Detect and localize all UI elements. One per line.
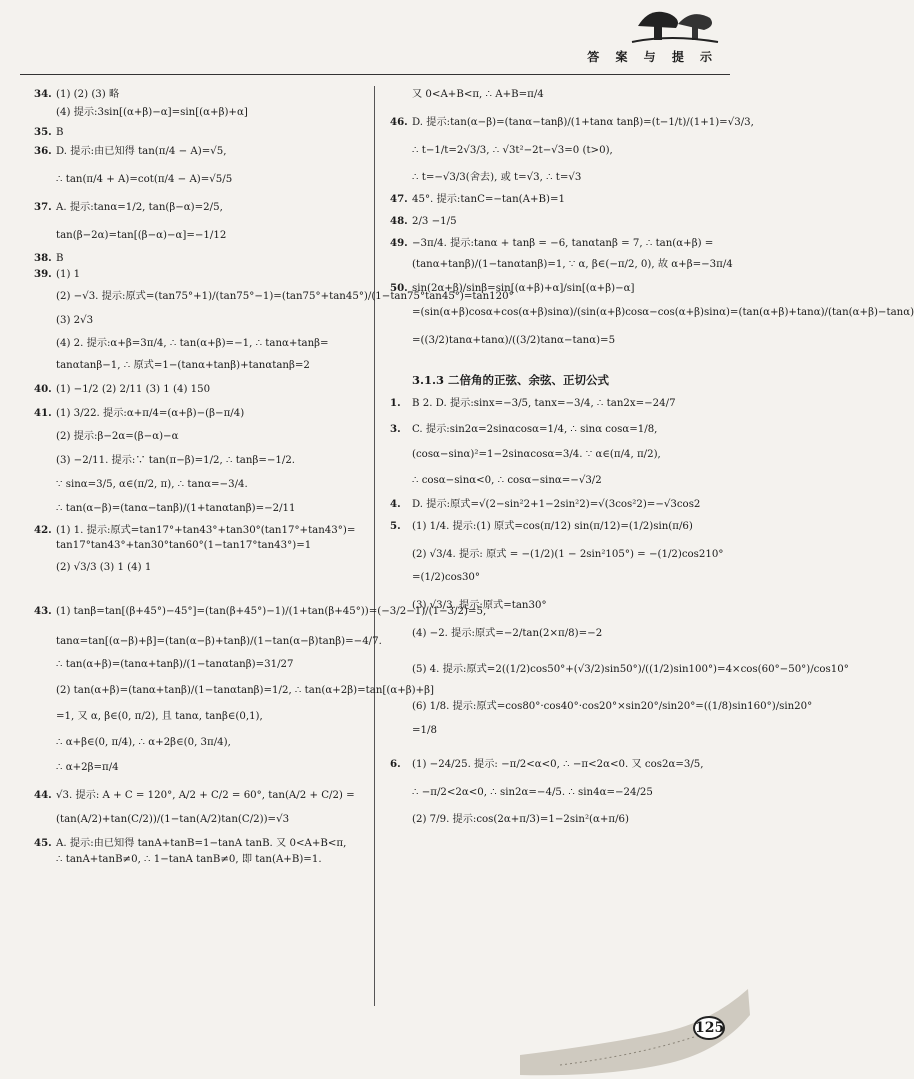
answer-text: (1) (2) (3) 略 [56,89,120,100]
answer-text: (4) 提示:3sin[(α+β)−α]=sin[(α+β)+α] [56,106,248,118]
mushroom-icon [630,4,720,44]
answer-line [34,454,364,468]
answer-text: D. 提示:tan(α−β)=(tanα−tanβ)/(1+tanα tanβ)=(t−1/t)/(1+1)=√3/3, [412,116,754,128]
answer-line [390,282,720,296]
answer-text: ∴ tanA+tanB≠0, ∴ 1−tanA tanB≠0, 即 tan(A+B)=1. [56,853,322,865]
answer-text: tanαtanβ−1, ∴ 原式=1−(tanα+tanβ)+tanαtanβ=2 [56,360,310,372]
column-divider [374,86,375,1006]
answer-line [390,306,914,320]
answer-text: D. 提示:原式=√(2−sin²2+1−2sin²2)=√(3cos²2)=−√3cos2 [412,499,701,510]
answer-line [390,88,720,102]
question-number: 6. [390,757,401,770]
answer-text: (3) 2√3 [56,314,94,326]
answer-text: ∴ tan(α−β)=(tanα−tanβ)/(1+tanαtanβ)=−2/11 [56,502,296,514]
answer-text: C. 提示:sin2α=2sinαcosα=1/4, ∴ sinα cosα=1/8, [412,423,658,435]
section-heading [390,373,720,389]
answer-text: (1) −1/2 (2) 2/11 (3) 1 (4) 150 [56,383,211,395]
answer-line [390,724,720,738]
header-rule [20,74,730,75]
answer-text: (1) 1/4. 提示:(1) 原式=cos(π/12) sin(π/12)=(1/2)sin(π/6) [412,520,693,532]
answer-line [34,407,364,421]
answer-line [34,478,364,492]
answer-text: ∴ tan(π/4 + A)=cot(π/4 − A)=√5/5 [56,174,233,186]
question-number: 37. [34,200,52,213]
answer-line [34,268,364,282]
answer-line [390,813,720,827]
header-title: 答 案 与 提 示 [587,50,718,64]
answer-line [390,663,849,677]
answer-text: ∵ sinα=3/5, α∈(π/2, π), ∴ tanα=−3/4. [56,479,248,491]
answer-line [34,290,514,304]
answer-text: =((3/2)tanα+tanα)/((3/2)tanα−tanα)=5 [412,334,616,346]
question-number: 36. [34,145,52,158]
answer-line [34,635,382,649]
answer-text: (2) √3/4. 提示: 原式 = −(1/2)(1 − 2sin²105°) = −(1/2)cos210° [412,548,724,560]
answer-text: ∴ t−1/t=2√3/3, ∴ √3t²−2t−√3=0 (t>0), [412,144,613,156]
answer-text: =(sin(α+β)cosα+cos(α+β)sinα)/(sin(α+β)cosα−cos(α+β)sinα)=(tan(α+β)+tanα)/(tan(α+β)−tanα) [412,306,914,318]
answer-text: =1/8 [412,725,437,737]
answer-line [34,684,435,698]
answer-line [34,106,364,120]
answer-line [34,252,364,266]
answer-text: (3) √3/3. 提示:原式=tan30° [412,600,547,612]
question-number: 47. [390,193,408,206]
answer-text: (1) 3/22. 提示:α+π/4=(α+β)−(β−π/4) [56,407,245,419]
answer-line [390,334,720,348]
answer-text: (cosα−sinα)²=1−2sinαcosα=3/4. ∵ α∈(π/4, π/2), [412,449,661,461]
answer-text: (2) 7/9. 提示:cos(2α+π/3)=1−2sin²(α+π/6) [412,814,630,826]
question-number: 44. [34,789,52,802]
answer-line [390,700,813,714]
answer-line [34,524,364,538]
answer-text: (tanα+tanβ)/(1−tanαtanβ)=1, ∵ α, β∈(−π/2, 0), 故 α+β=−3π/4 [412,259,733,271]
answer-line [34,173,364,187]
answer-line [34,539,364,553]
answer-text: B [56,126,64,138]
answer-text: (1) tanβ=tan[(β+45°)−45°]=(tan(β+45°)−1)/(1+tan(β+45°))=(−3/2−1)/(1−3/2)=5, [56,605,487,617]
page-header [20,40,730,80]
answer-line [390,171,720,185]
question-number: 45. [34,836,52,849]
answer-text: 又 0<A+B<π, ∴ A+B=π/4 [412,89,544,100]
answer-text: (4) 2. 提示:α+β=3π/4, ∴ tan(α+β)=−1, ∴ tanα+tanβ= [56,338,329,350]
question-number: 40. [34,382,52,395]
answer-line [34,126,364,140]
answer-line [390,423,720,437]
answer-line [34,383,364,397]
right-column [390,88,914,827]
answer-line [34,359,364,373]
answer-line [390,397,720,411]
answer-line [34,201,364,215]
answer-text: =(1/2)cos30° [412,572,481,584]
answer-text: (tan(A/2)+tan(C/2))/(1−tan(A/2)tan(C/2))=√3 [56,813,290,825]
answer-line [390,448,720,462]
answer-line [34,502,364,516]
answer-line [390,520,720,534]
answer-line [390,258,733,272]
answer-line [390,498,720,512]
answer-text: −3π/4. 提示:tanα + tanβ = −6, tanαtanβ = 7, ∴ tan(α+β) = [412,237,714,249]
answer-text: A. 提示:tanα=1/2, tan(β−α)=2/5, [56,201,223,213]
answer-text: (1) 1. 提示:原式=tan17°+tan43°+tan30°(tan17°+tan43°)= [56,524,356,536]
question-number: 39. [34,268,52,281]
question-number: 50. [390,282,408,295]
answer-text: 3.1.3 二倍角的正弦、余弦、正切公式 [412,373,610,388]
answer-text: (2) tan(α+β)=(tanα+tanβ)/(1−tanαtanβ)=1/2, ∴ tan(α+2β)=tan[(α+β)+β] [56,685,435,697]
answer-line [390,144,720,158]
question-number: 4. [390,498,401,510]
answer-text: ∴ t=−√3/3(舍去), 或 t=√3, ∴ t=√3 [412,172,582,184]
answer-text: (1) 1 [56,269,81,281]
question-number: 41. [34,406,52,419]
answer-text: ∴ cosα−sinα<0, ∴ cosα−sinα=−√3/2 [412,475,602,487]
answer-text: ∴ α+β∈(0, π/4), ∴ α+2β∈(0, 3π/4), [56,736,231,748]
answer-text: (2) −√3. 提示:原式=(tan75°+1)/(tan75°−1)=(tan75°+tan45°)/(1−tan75°tan45°)=tan120° [56,290,514,302]
answer-line [34,761,364,775]
answer-line [390,237,720,251]
answer-text: B 2. D. 提示:sinx=−3/5, tanx=−3/4, ∴ tan2x=−24/7 [412,397,676,409]
answer-text: tan(β−2α)=tan[(β−α)−α]=−1/12 [56,229,227,241]
question-number: 43. [34,604,52,617]
answer-line [390,758,720,772]
answer-text: =1, 又 α, β∈(0, π/2), 且 tanα, tanβ∈(0,1), [56,710,263,722]
page-number: 125 [693,1016,725,1040]
answer-text: tanα=tan[(α−β)+β]=(tan(α−β)+tanβ)/(1−tan(α−β)tanβ)=−4/7. [56,635,382,647]
answer-line [390,548,724,562]
answer-line [34,736,364,750]
answer-text: A. 提示:由已知得 tanA+tanB=1−tanA tanB. 又 0<A+B<π, [56,837,347,849]
answer-text: (2) √3/3 (3) 1 (4) 1 [56,562,152,574]
answer-line [34,789,364,803]
question-number: 3. [390,422,401,435]
answer-text: tan17°tan43°+tan30°tan60°(1−tan17°tan43°)=1 [56,540,312,552]
answer-line [34,658,364,672]
question-number: 5. [390,519,401,532]
answer-line [390,193,720,207]
answer-line [34,561,364,575]
answer-text: ∴ tan(α+β)=(tanα+tanβ)/(1−tanαtanβ)=31/27 [56,659,294,671]
question-number: 49. [390,236,408,249]
question-number: 34. [34,88,52,100]
question-number: 35. [34,125,52,138]
answer-line [34,88,364,102]
answer-line [34,314,364,328]
answer-text: 45°. 提示:tanC=−tan(A+B)=1 [412,194,566,206]
answer-text: ∴ α+2β=π/4 [56,762,119,774]
answer-line [34,430,364,444]
answer-line [34,229,364,243]
answer-line [34,710,364,724]
answer-line [390,786,720,800]
answer-text: (6) 1/8. 提示:原式=cos80°·cos40°·cos20°×sin20°/sin20°=((1/8)sin160°)/sin20° [412,701,813,713]
answer-text: (1) −24/25. 提示: −π/2<α<0, ∴ −π<2α<0. 又 cos2α=3/5, [412,758,704,770]
answer-text: 2/3 −1/5 [412,215,457,227]
question-number: 46. [390,115,408,128]
answer-line [390,627,720,641]
answer-line [34,837,364,851]
answer-text: ∴ −π/2<2α<0, ∴ sin2α=−4/5. ∴ sin4α=−24/25 [412,786,653,798]
answer-text: B [56,253,64,265]
answer-text: D. 提示:由已知得 tan(π/4 − A)=√5, [56,146,227,158]
question-number: 42. [34,523,52,536]
answer-text: (3) −2/11. 提示:∵ tan(π−β)=1/2, ∴ tanβ=−1/2. [56,455,296,467]
question-number: 48. [390,214,408,227]
answer-text: (4) −2. 提示:原式=−2/tan(2×π/8)=−2 [412,627,603,639]
question-number: 1. [390,396,401,409]
answer-line [34,813,364,827]
answer-line [34,853,364,867]
question-number: 38. [34,252,52,265]
answer-line [390,571,720,585]
answer-text: sin(2α+β)/sinβ=sin[(α+β)+α]/sin[(α+β)−α] [412,283,635,295]
answer-line [34,604,487,619]
answer-text: √3. 提示: A + C = 120°, A/2 + C/2 = 60°, tan(A/2 + C/2) = [56,790,355,802]
answer-line [390,599,720,613]
answer-line [390,115,754,130]
answer-line [34,337,364,351]
answer-line [34,145,364,159]
answer-text: (5) 4. 提示:原式=2((1/2)cos50°+(√3/2)sin50°)/((1/2)sin100°)=4×cos(60°−50°)/cos10° [412,663,849,675]
answer-line [390,215,720,229]
answer-line [390,474,720,488]
answer-text: (2) 提示:β−2α=(β−α)−α [56,431,179,443]
